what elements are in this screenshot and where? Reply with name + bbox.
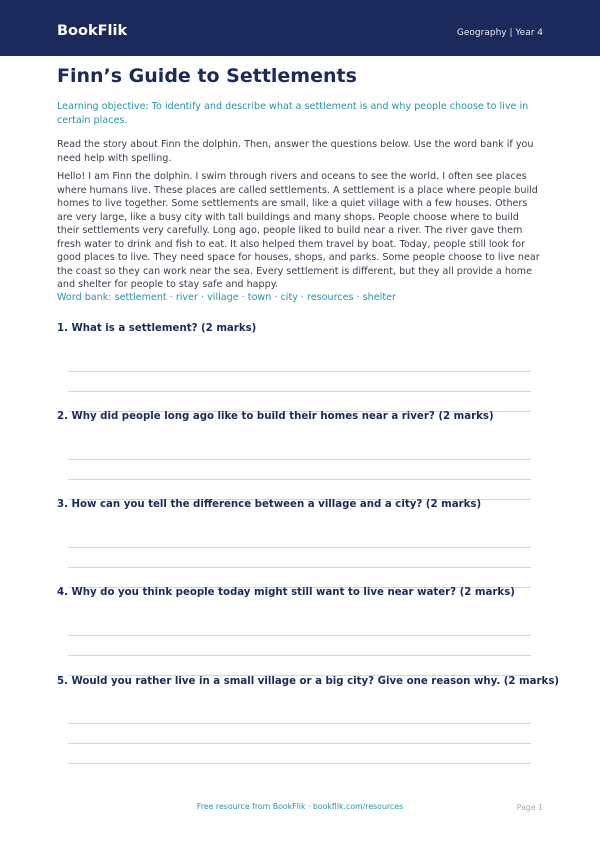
story-text: Hello! I am Finn the dolphin. I swim through rivers and oceans to see the world. I often see places where humans live. These places are called settlements. A settlement is a place where people build homes to live together. Some settlements are small, like a quiet village with a few houses. Others are very large, like a busy city with tall buildings and many shops. People choose where to build their settlements very carefully. Long ago, people liked to build near a river. The river gave them fresh water to drink and fish to eat. It also helped them travel by boat. Today, people still look for good places to live. They need space for houses, shops, and parks. Some people choose to live near the coast so they can work near the sea. Every settlement is different, but they all provide a home and shelter for people to stay safe and happy. bbox=[57, 171, 540, 291]
answer-line[interactable] bbox=[68, 479, 531, 480]
learning-objective: Learning objective: To identify and describe what a settlement is and why people choose to live in certain places. bbox=[57, 101, 529, 126]
page-number: Page 1 bbox=[516, 803, 543, 812]
header-bar bbox=[0, 0, 600, 56]
answer-line[interactable] bbox=[68, 763, 531, 764]
answer-line[interactable] bbox=[68, 743, 531, 744]
answer-line[interactable] bbox=[68, 635, 531, 636]
brand-logo: BookFlik bbox=[57, 23, 128, 39]
question-5: 5. Would you rather live in a small village or a big city? Give one reason why. (2 marks) bbox=[57, 676, 560, 687]
question-3: 3. How can you tell the difference between a village and a city? (2 marks) bbox=[57, 499, 482, 510]
question-2: 2. Why did people long ago like to build their homes near a river? (2 marks) bbox=[57, 411, 494, 422]
answer-line[interactable] bbox=[68, 547, 531, 548]
answer-line[interactable] bbox=[68, 371, 531, 372]
subject-label: Geography | Year 4 bbox=[456, 28, 543, 38]
word-bank: Word bank: settlement · river · village · town · city · resources · shelter bbox=[57, 292, 396, 303]
footer-source[interactable]: Free resource from BookFlik · bookflik.com/resources bbox=[196, 802, 404, 811]
answer-line[interactable] bbox=[68, 459, 531, 460]
answer-line[interactable] bbox=[68, 567, 531, 568]
answer-line[interactable] bbox=[68, 655, 531, 656]
page-title: Finn’s Guide to Settlements bbox=[57, 65, 357, 87]
answer-line[interactable] bbox=[68, 391, 531, 392]
question-4: 4. Why do you think people today might still want to live near water? (2 marks) bbox=[57, 587, 515, 598]
instructions-text: Read the story about Finn the dolphin. Then, answer the questions below. Use the word bank if you need help with spelling. bbox=[57, 139, 534, 164]
question-1: 1. What is a settlement? (2 marks) bbox=[57, 323, 257, 334]
answer-line[interactable] bbox=[68, 723, 531, 724]
